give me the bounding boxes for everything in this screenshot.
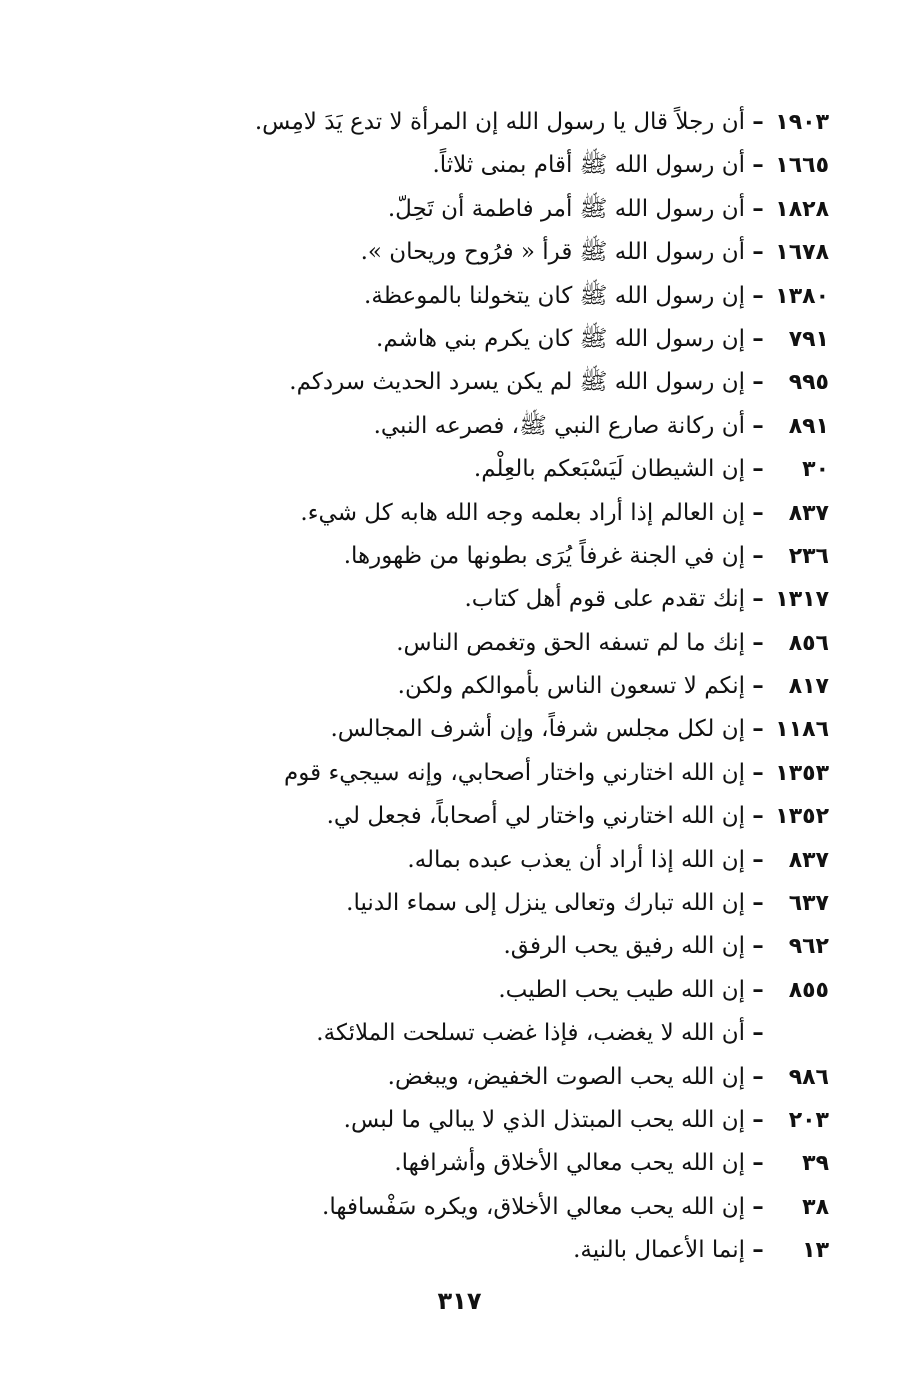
entry-text: أن رجلاً قال يا رسول الله إن المرأة لا تدع يَدَ لامِس. — [254, 109, 745, 135]
entry-text: إن الله طيب يحب الطيب. — [498, 976, 745, 1003]
entry-dash: – — [752, 281, 764, 309]
entry-text: إن الله رفيق يحب الرفق. — [503, 933, 745, 960]
entry-dash: – — [752, 368, 764, 396]
entry-text: إن العالم إذا أراد بعلمه وجه الله هابه كل شيء. — [300, 499, 745, 526]
entry-dash: – — [752, 1236, 764, 1264]
index-entry — [109, 881, 829, 924]
entry-text: إن رسول الله ﷺ كان يتخولنا بالموعظة. — [364, 282, 745, 309]
entry-number: ١٣٨٠ — [775, 283, 829, 309]
entry-dash: – — [752, 1062, 764, 1090]
entry-number: ١١٨٦ — [775, 717, 829, 743]
index-entry — [109, 317, 829, 360]
index-entry — [109, 794, 829, 837]
entry-dash: – — [752, 1149, 764, 1177]
entry-number: ٣٨ — [802, 1194, 829, 1220]
index-entry — [109, 968, 829, 1011]
entry-number: ٣٩ — [802, 1151, 829, 1177]
index-entry — [109, 621, 829, 664]
entry-number: ١٦٦٥ — [775, 153, 829, 179]
entry-number: ٧٩١ — [788, 326, 829, 352]
entry-text: إن لكل مجلس شرفاً، وإن أشرف المجالس. — [330, 716, 745, 743]
index-entry — [109, 924, 829, 967]
entry-number: ٨٣٧ — [788, 500, 829, 526]
entry-text: إن الله اختارني واختار لي أصحاباً، فجعل لي. — [326, 803, 745, 830]
entry-dash: – — [752, 715, 764, 743]
entry-text: إن رسول الله ﷺ لم يكن يسرد الحديث سردكم. — [289, 369, 745, 396]
entry-number: ٣٠ — [802, 457, 829, 483]
entry-number: ٨٣٧ — [788, 847, 829, 873]
index-entry — [109, 230, 829, 273]
entry-text: إنك ما لم تسفه الحق وتغمص الناس. — [396, 629, 745, 656]
index-entry — [109, 447, 829, 490]
index-entry — [109, 143, 829, 186]
entry-dash: – — [752, 628, 764, 656]
entry-number: ٩٩٥ — [788, 370, 829, 396]
entry-number: ١٣١٧ — [775, 587, 829, 613]
entry-number: ١٣٥٢ — [775, 804, 829, 830]
entry-number: ٩٦٢ — [788, 934, 829, 960]
entry-dash: – — [752, 194, 764, 222]
entry-text: إن الله يحب معالي الأخلاق وأشرافها. — [394, 1150, 745, 1177]
index-entry — [109, 707, 829, 750]
entry-dash: – — [752, 889, 764, 917]
entry-dash: – — [752, 455, 764, 483]
entry-number: ٨١٧ — [788, 674, 829, 700]
entry-dash: – — [752, 672, 764, 700]
index-entry — [109, 534, 829, 577]
entry-dash: – — [752, 758, 764, 786]
entry-number: ١٩٠٣ — [775, 110, 829, 135]
entry-dash: – — [752, 845, 764, 873]
index-entry — [109, 1055, 829, 1098]
entry-number: ٢٣٦ — [788, 543, 829, 569]
index-entry — [109, 1185, 829, 1228]
entry-dash: – — [752, 151, 764, 179]
entry-number: ١٦٧٨ — [775, 240, 829, 266]
entry-text: إن الله يحب معالي الأخلاق، ويكره سَفْسافها. — [322, 1193, 745, 1220]
entry-dash: – — [752, 324, 764, 352]
index-entry — [109, 360, 829, 403]
hadith-index-list — [109, 100, 829, 1272]
entry-text: إن الشيطان لَيَسْبَعكم بالعِلْم. — [473, 456, 745, 483]
entry-text: إن الله يحب المبتذل الذي لا يبالي ما لبس. — [343, 1106, 745, 1133]
entry-dash: – — [752, 802, 764, 830]
entry-number: ٢٠٣ — [788, 1107, 829, 1133]
entry-text: إنما الأعمال بالنية. — [573, 1237, 745, 1264]
index-entry — [109, 404, 829, 447]
index-entry — [109, 1228, 829, 1271]
entry-number: ٨٥٥ — [788, 977, 829, 1003]
entry-number: ٩٨٦ — [788, 1064, 829, 1090]
entry-text: إن رسول الله ﷺ كان يكرم بني هاشم. — [376, 325, 745, 352]
index-entry — [109, 187, 829, 230]
entry-text: إن الله تبارك وتعالى ينزل إلى سماء الدنيا. — [346, 890, 745, 917]
entry-number: ٨٥٦ — [788, 630, 829, 656]
entry-text: أن رسول الله ﷺ أمر فاطمة أن تَحِلّ. — [387, 195, 745, 222]
entry-text: أن ركانة صارع النبي ﷺ، فصرعه النبي. — [373, 412, 745, 439]
entry-number: ١٣ — [802, 1238, 829, 1264]
index-entry — [109, 100, 829, 143]
entry-text: أن الله لا يغضب، فإذا غضب تسلحت الملائكة. — [316, 1020, 745, 1047]
entry-text: إنك تقدم على قوم أهل كتاب. — [464, 586, 745, 613]
entry-number: ١٣٥٣ — [775, 760, 829, 786]
entry-text: أن رسول الله ﷺ أقام بمنى ثلاثاً. — [432, 152, 745, 179]
entry-number: ٦٣٧ — [788, 891, 829, 917]
entry-number: ٨٩١ — [788, 413, 829, 439]
entry-text: إنكم لا تسعون الناس بأموالكم ولكن. — [397, 673, 745, 700]
entry-dash: – — [752, 585, 764, 613]
entry-dash: – — [752, 498, 764, 526]
entry-dash: – — [752, 1105, 764, 1133]
index-entry — [109, 1098, 829, 1141]
index-entry — [109, 577, 829, 620]
entry-dash: – — [752, 932, 764, 960]
entry-number: ١٨٢٨ — [775, 196, 829, 222]
entry-dash: – — [752, 238, 764, 266]
entry-dash: – — [752, 1192, 764, 1220]
index-entry — [109, 1011, 829, 1054]
index-entry — [109, 751, 829, 794]
index-entry — [109, 274, 829, 317]
entry-text: إن الله يحب الصوت الخفيض، ويبغض. — [387, 1063, 745, 1090]
entry-text: أن رسول الله ﷺ قرأ « فرُوح وريحان ». — [360, 239, 745, 266]
entry-dash: – — [752, 411, 764, 439]
entry-text: إن الله إذا أراد أن يعذب عبده بماله. — [407, 846, 745, 873]
entry-dash: – — [752, 975, 764, 1003]
index-entry — [109, 838, 829, 881]
entry-text: إن الله اختارني واختار أصحابي، وإنه سيجيء قوم — [284, 759, 745, 786]
entry-dash: – — [752, 1019, 764, 1047]
entry-dash: – — [752, 541, 764, 569]
index-entry — [109, 491, 829, 534]
entry-text: إن في الجنة غرفاً يُرَى بطونها من ظهورها. — [343, 542, 745, 569]
index-entry — [109, 664, 829, 707]
entry-dash: – — [752, 108, 764, 135]
index-entry — [109, 1141, 829, 1184]
page-number: ٣١٧ — [437, 1287, 482, 1315]
